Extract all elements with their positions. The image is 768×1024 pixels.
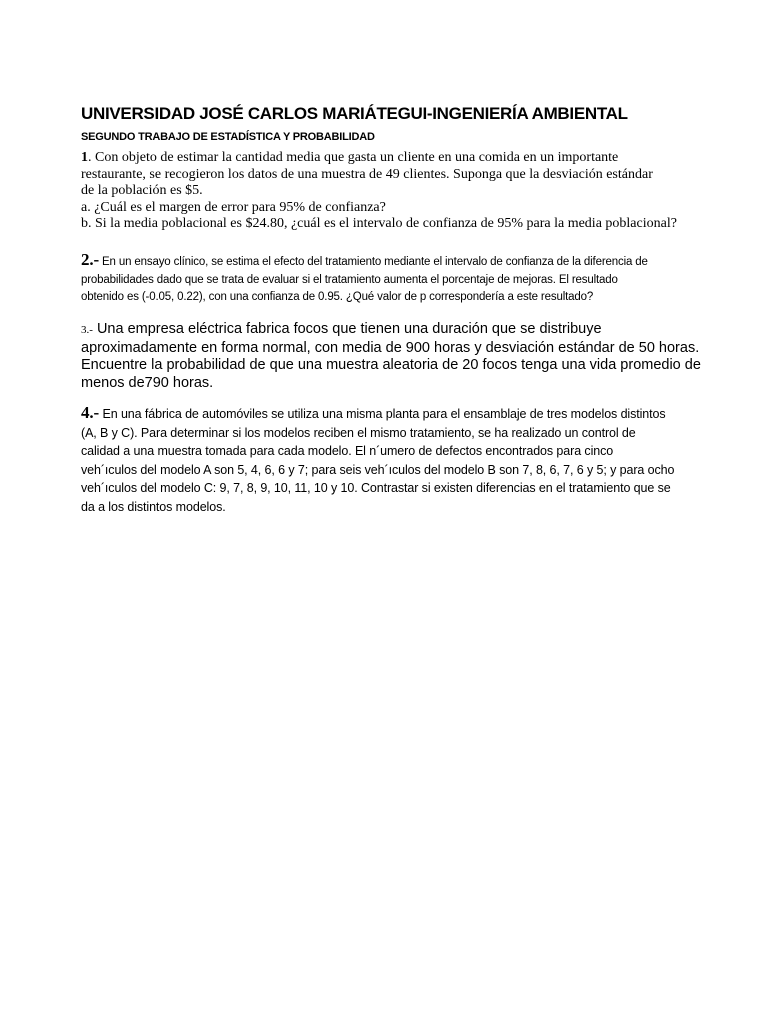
question-1-line-2: restaurante, se recogieron los datos de una muestra de 49 clientes. Suponga que la desviación estándar — [81, 166, 653, 182]
question-2-number: 2.- — [81, 250, 99, 269]
question-3-line-4: menos de790 horas. — [81, 374, 214, 391]
question-3-number: 3.- — [81, 324, 93, 336]
question-4-number: 4.- — [81, 403, 100, 422]
question-4-line-4: veh´ıculos del modelo A son 5, 4, 6, 6 y 7; para seis veh´ıculos del modelo B son 7, 8, 6, 7, 6 y 5; y para ocho — [81, 462, 675, 477]
question-4-line-6: da a los distintos modelos. — [81, 499, 226, 514]
question-3 — [81, 321, 721, 392]
question-1-line-1: 1. Con objeto de estimar la cantidad media que gasta un cliente en una comida en un importante — [81, 150, 619, 165]
question-4-line-5: veh´ıculos del modelo C: 9, 7, 8, 9, 10, 11, 10 y 10. Contrastar si existen diferencias en el tratamiento que se — [81, 481, 671, 495]
question-4-line-3: calidad a una muestra tomada para cada modelo. El n´umero de defectos encontrados para cinco — [81, 444, 614, 458]
question-3-line-2: aproximadamente en forma normal, con media de 900 horas y desviación estándar de 50 horas. — [81, 339, 700, 356]
question-1-part-a: a. ¿Cuál es el margen de error para 95% de confianza? — [81, 199, 386, 215]
question-2 — [81, 251, 721, 307]
document-subtitle: SEGUNDO TRABAJO DE ESTADÍSTICA Y PROBABILIDAD — [81, 131, 375, 143]
question-1-part-b: b. Si la media poblacional es $24.80, ¿cuál es el intervalo de confianza de 95% para la media poblacional? — [81, 216, 677, 231]
question-2-line-2: probabilidades dado que se trata de evaluar si el tratamiento aumenta el porcentaje de mejoras. El resultado — [81, 273, 618, 286]
question-2-line-3: obtenido es (-0.05, 0.22), con una confianza de 0.95. ¿Qué valor de p correspondería a este resultado? — [81, 291, 594, 303]
question-1-number: 1 — [81, 150, 88, 165]
document-title: UNIVERSIDAD JOSÉ CARLOS MARIÁTEGUI-INGENIERÍA AMBIENTAL — [81, 104, 628, 123]
question-4-line-1: 4.- En una fábrica de automóviles se utiliza una misma planta para el ensamblaje de tres modelos distintos — [81, 403, 666, 422]
question-3-line-3: Encuentre la probabilidad de que una muestra aleatoria de 20 focos tenga una vida promedio de — [81, 357, 701, 373]
question-3-line-1: 3.- Una empresa eléctrica fabrica focos que tienen una duración que se distribuye — [81, 321, 602, 337]
question-4-line-2: (A, B y C). Para determinar si los modelos reciben el mismo tratamiento, se ha realizado un control de — [81, 425, 636, 440]
question-1-line-3: de la población es $5. — [81, 183, 203, 198]
question-2-line-1: 2.- En un ensayo clínico, se estima el efecto del tratamiento mediante el intervalo de confianza de la diferencia de — [81, 250, 648, 269]
question-1 — [81, 150, 741, 233]
question-4 — [81, 404, 726, 516]
